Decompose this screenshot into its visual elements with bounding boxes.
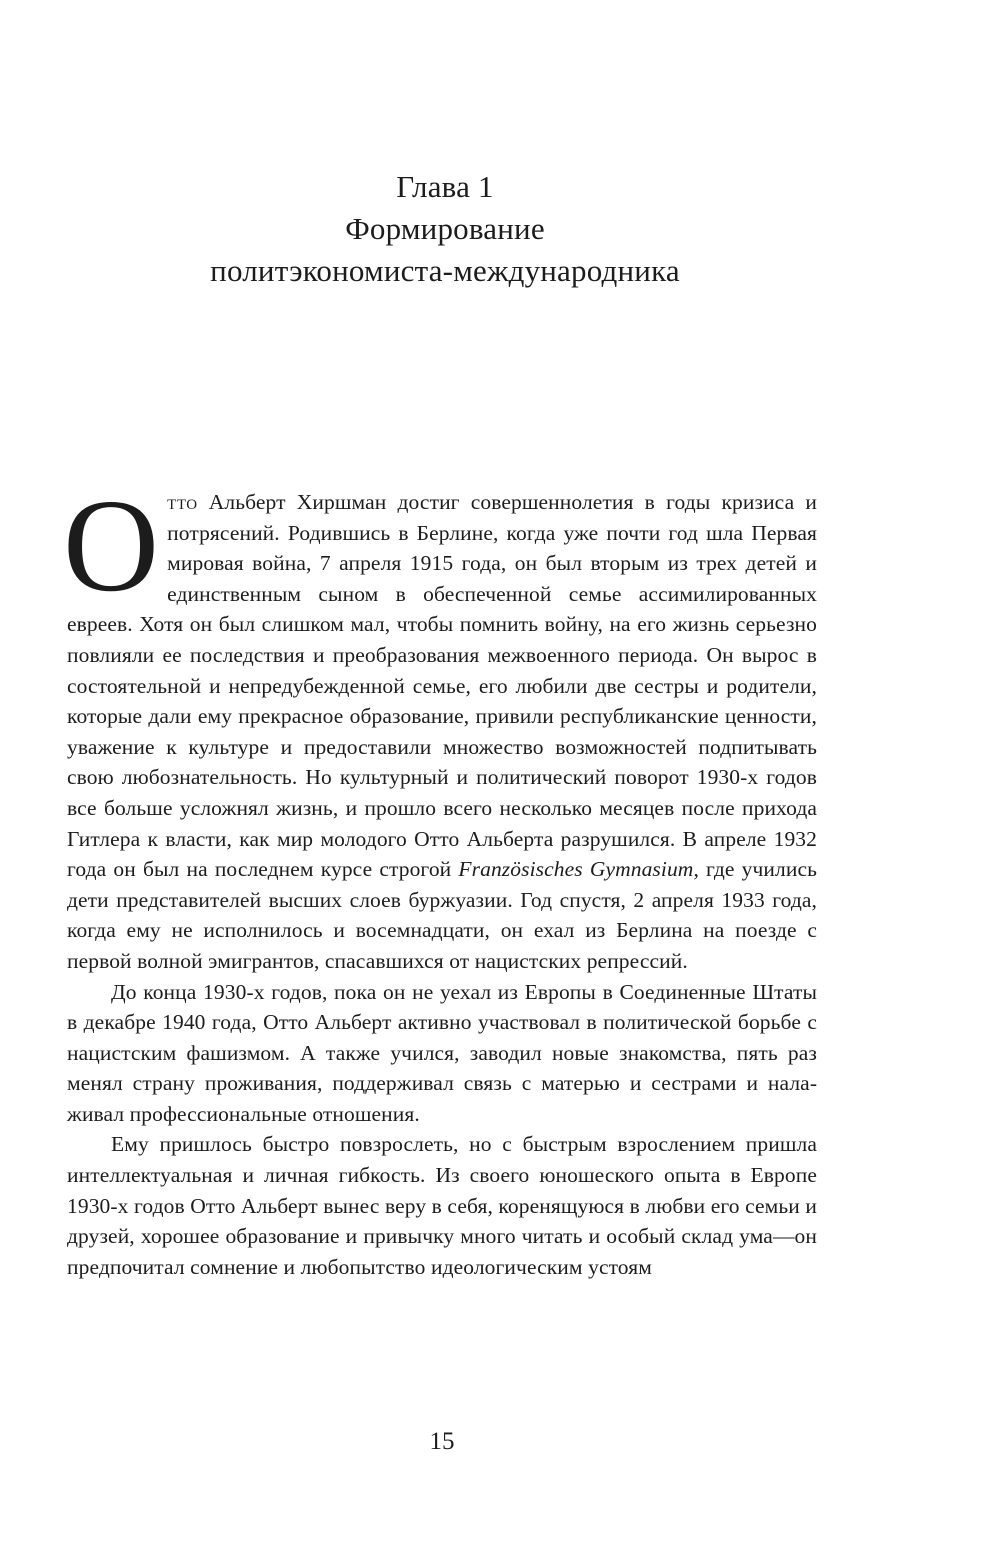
opening-small-caps: тто [167,490,198,514]
chapter-heading [0,166,890,292]
paragraph-1 [63,471,817,977]
chapter-title-line-1: Формирование [345,211,545,246]
italic-school-name: Französisches Gymnasium [458,857,694,882]
drop-cap: О [63,471,160,619]
chapter-label: Глава 1 [396,169,494,204]
paragraph-2: До конца 1930-х годов, пока он не уехал из Европы в Соединенные Штаты в декабре 1940 года, Отто Альберт активно участвовал в политической борьбе с нацистским фашизмом. А также учился, заводил новые знакомства, пять раз менял страну проживания, поддерживал связь с матерью и сестрами и налаживал профессиональные отношения. [67,979,817,1126]
paragraph-1-text-after: , где учились дети представителей высших слоев буржуазии. Год спустя, 2 апреля 1933 года, когда ему не исполнилось и восемнадцати, он ехал из Берлина на поезде с первой волной эмигрантов, спасавшихся от нацистских репрессий. [67,857,817,973]
body-text [63,471,817,1282]
paragraph-3: Ему пришлось быстро повзрослеть, но с быстрым взрослением пришла интеллектуальная и личная гибкость. Из своего юношеского опыта в Европе 1930-х годов Отто Альберт вынес веру в себя, коренящуюся в любви его семьи и друзей, хорошее образование и привычку много читать и особый склад ума—он предпочитал сомнение и любопытство идеологическим устоям [67,1132,817,1279]
page-number: 15 [429,1428,455,1455]
chapter-title-line-2: политэкономиста-международника [210,253,680,288]
paragraph-1-text: Альберт Хиршман достиг совершеннолетия в годы кризиса и потрясений. Родившись в Берлине, когда уже почти год шла Первая мировая война, 7 апреля 1915 года, он был вторым из трех детей и единственным сыном в обеспеченной семье ассимилированных евреев. Хотя он был слишком мал, чтобы помнить войну, на его жизнь серьезно повлияли ее последствия и преобразования межвоенного периода. Он вырос в состоятельной и непредубежденной семье, его любили две сестры и родители, которые дали ему прекрасное образование, привили республиканские ценности, уважение к культуре и предоставили множество возможностей подпитывать свою любознательность. Но культурный и политический поворот 1930-х годов все больше усложнял жизнь, и прошло всего несколько месяцев после прихода Гитлера к власти, как мир молодого Отто Альберта разрушился. В апреле 1932 года он был на последнем курсе строгой [67,490,817,882]
